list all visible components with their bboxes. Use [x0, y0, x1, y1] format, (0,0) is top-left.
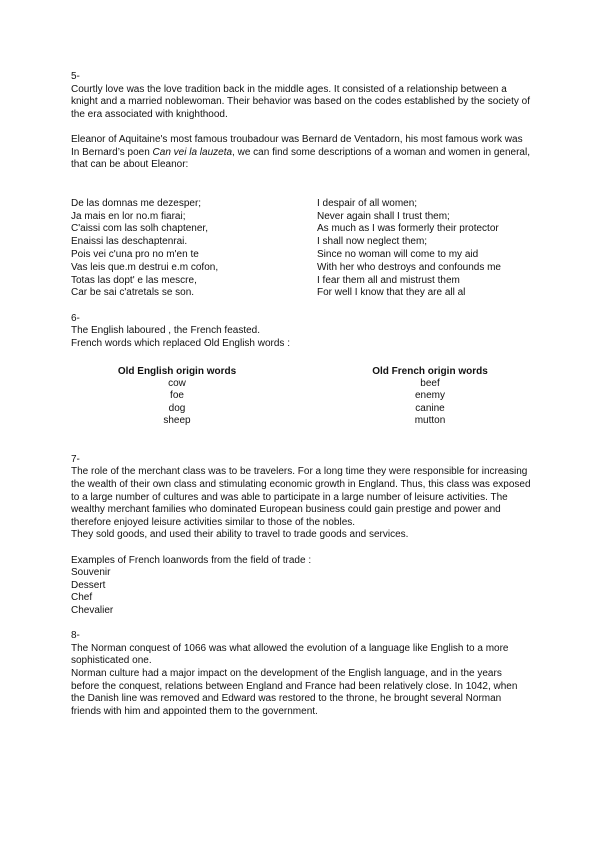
paragraph: The Norman conquest of 1066 was what allowed the evolution of a language like English to a more sophisticated one.	[71, 642, 509, 667]
paragraph: Examples of French loanwords from the field of trade :	[71, 554, 312, 566]
poem-line: Car be sai c'atretals se son.	[71, 287, 195, 299]
paragraph: Norman culture had a major impact on the development of the English language, and in the years before the conquest, relations between England and France had been relatively close. In 1042, when the Danish line was removed and Edward was restored to the throne, he brought several Norman friends with him and appointed them to the government.	[71, 667, 518, 717]
section-number: 8-	[71, 630, 80, 642]
poem-line: Since no woman will come to my aid	[317, 248, 479, 260]
poem-line: For well I know that they are all al	[317, 287, 466, 299]
text-span: In Bernard’s poen	[71, 146, 153, 158]
word-item: foe	[170, 390, 184, 402]
section-number: 7-	[71, 453, 80, 465]
column-header: Old English origin words	[117, 365, 237, 377]
column-header: Old French origin words	[372, 365, 488, 377]
paragraph: French words which replaced Old English words :	[71, 337, 290, 349]
poem-original-column	[71, 198, 317, 300]
text-span: , we can find some descriptions of a woman and women in general, that can be about Eleanor:	[71, 146, 530, 171]
poem-line: With her who destroys and confounds me	[317, 261, 501, 273]
section-8	[71, 630, 531, 718]
word-item: canine	[415, 402, 445, 414]
paragraph: Eleanor of Aquitaine's most famous troubadour was Bernard de Ventadorn, his most famous work was	[71, 133, 523, 145]
paragraph: Courtly love was the love tradition back in the middle ages. It consisted of a relationship between a knight and a married noblewoman. Their behavior was based on the codes established by the society of the era associated with knighthood.	[71, 83, 530, 120]
word-comparison-table	[71, 365, 531, 428]
poem-line: Enaissi las deschaptenrai.	[71, 236, 188, 248]
old-english-column	[71, 365, 283, 428]
paragraph: The role of the merchant class was to be travelers. For a long time they were responsible for increasing the wealth of their own class and stimulating economic growth in England. Thus, this class was exposed to a large number of cultures and was able to participate in a large number of leisure activities. The wealthy merchant families who dominated European business could gain prestige and power and therefore enjoyed leisure activities similar to those of the nobles.	[71, 466, 531, 528]
section-5	[71, 71, 531, 300]
word-item: cow	[168, 377, 186, 389]
list-item: Souvenir	[71, 567, 111, 579]
poem-line: Pois vei c'una pro no m'en te	[71, 248, 199, 260]
word-item: beef	[420, 377, 440, 389]
poem-line: Totas las dopt' e las mescre,	[71, 274, 197, 286]
poem-line: Never again shall I trust them;	[317, 210, 450, 222]
poem-translation-column	[317, 198, 531, 300]
paragraph: They sold goods, and used their ability to travel to trade goods and services.	[71, 529, 409, 541]
poem-line: I fear them all and mistrust them	[317, 274, 460, 286]
word-item: dog	[168, 402, 186, 414]
document-page	[71, 71, 531, 718]
section-number: 5-	[71, 71, 80, 82]
poem-line: I shall now neglect them;	[317, 236, 428, 248]
list-item: Dessert	[71, 579, 106, 591]
poem-table	[71, 198, 531, 300]
poem-title: Can vei la lauzeta	[152, 146, 233, 158]
paragraph	[71, 147, 531, 172]
word-item: mutton	[414, 415, 446, 427]
section-number: 6-	[71, 312, 80, 324]
poem-line: As much as I was formerly their protector	[317, 223, 499, 235]
section-6	[71, 313, 531, 428]
list-item: Chef	[71, 592, 93, 604]
section-7	[71, 454, 531, 618]
poem-line: Vas leis que.m destrui e.m cofon,	[71, 261, 219, 273]
old-french-column	[343, 365, 517, 428]
word-item: sheep	[163, 415, 191, 427]
poem-line: I despair of all women;	[317, 197, 418, 209]
poem-line: C'aissi com las solh chaptener,	[71, 223, 208, 235]
paragraph: The English laboured , the French feasted.	[71, 325, 261, 337]
word-item: enemy	[414, 390, 445, 402]
poem-line: De las domnas me dezesper;	[71, 197, 202, 209]
poem-line: Ja mais en lor no.m fiarai;	[71, 210, 186, 222]
list-item: Chevalier	[71, 605, 114, 616]
